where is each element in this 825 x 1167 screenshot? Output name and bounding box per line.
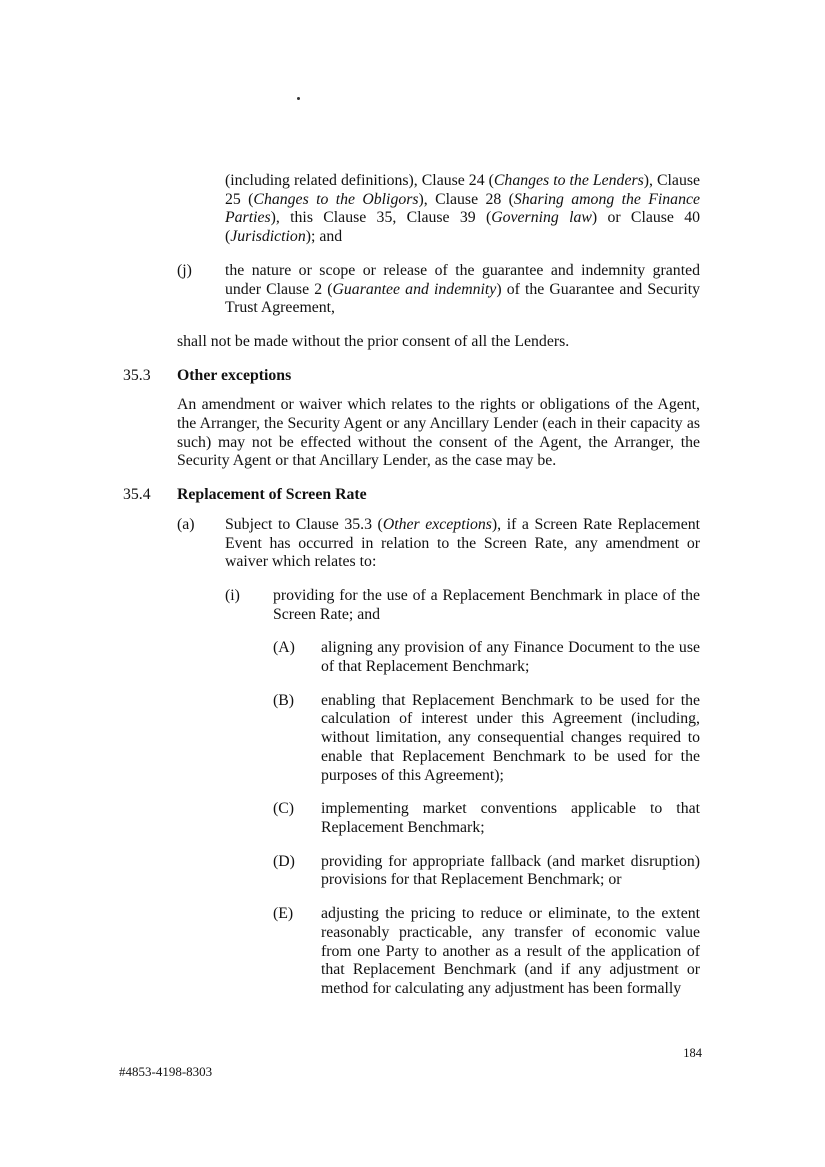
page-number: 184	[683, 1046, 702, 1060]
section-title-35-4: Replacement of Screen Rate	[177, 486, 367, 504]
list-marker-A: (A)	[273, 639, 295, 657]
list-item-i	[0, 587, 825, 624]
list-marker-j: (j)	[177, 261, 192, 279]
list-marker-E: (E)	[273, 905, 294, 923]
list-item-D	[0, 853, 825, 890]
list-marker-i: (i)	[225, 586, 240, 604]
closing-line: shall not be made without the prior consent of all the Lenders.	[177, 332, 570, 350]
list-marker-B: (B)	[273, 691, 295, 709]
list-item-a	[0, 516, 825, 572]
list-item-a-text: Subject to Clause 35.3 (Other exceptions), if a Screen Rate Replacement Event has occurred in relation to the Screen Rate, any amendment or waiver which relates to:	[225, 515, 700, 571]
section-title-35-3: Other exceptions	[177, 366, 292, 384]
list-item-B-text: enabling that Replacement Benchmark to be used for the calculation of interest under this Agreement (including, without limitation, any consequential changes required to enable that Replacement Benchmark to be used for the purposes of this Agreement);	[321, 691, 700, 784]
list-item-A-text: aligning any provision of any Finance Document to the use of that Replacement Benchmark;	[321, 639, 700, 676]
list-marker-D: (D)	[273, 852, 295, 870]
section-number-35-4: 35.4	[123, 486, 151, 504]
continuation-paragraph: (including related definitions), Clause 24 (Changes to the Lenders), Clause 25 (Changes to the Obligors), Clause 28 (Sharing among the Finance Parties), this Clause 35, Clause 39 (Governing law) or Clause 40 (Jurisdiction); and	[225, 172, 701, 246]
document-reference-number: #4853-4198-8303	[119, 1064, 213, 1079]
section-heading-35-3	[0, 367, 825, 386]
list-item-C	[0, 800, 825, 837]
list-item-C-text: implementing market conventions applicable to that Replacement Benchmark;	[321, 800, 700, 836]
list-marker-C: (C)	[273, 800, 295, 818]
list-item-i-text: providing for the use of a Replacement Benchmark in place of the Screen Rate; and	[273, 586, 700, 623]
list-item-A	[0, 639, 825, 676]
section-number-35-3: 35.3	[123, 366, 151, 384]
list-marker-a: (a)	[177, 515, 195, 533]
list-item-j	[0, 262, 825, 318]
document-body	[0, 172, 825, 1014]
section-35-3-body: An amendment or waiver which relates to the rights or obligations of the Agent, the Arranger, the Security Agent or any Ancillary Lender (each in their capacity as such) may not be effected without the consent of the Agent, the Arranger, the Security Agent or that Ancillary Lender, as the case may be.	[177, 396, 700, 470]
list-item-B	[0, 692, 825, 786]
stray-dot-artifact	[297, 97, 300, 100]
list-item-E-text: adjusting the pricing to reduce or eliminate, to the extent reasonably practicable, any transfer of economic value from one Party to another as a result of the application of that Replacement Benchmark (and if any adjustment or method for calculating any adjustment has been formally	[321, 905, 700, 997]
list-item-j-text: the nature or scope or release of the guarantee and indemnity granted under Clause 2 (Guarantee and indemnity) of the Guarantee and Security Trust Agreement,	[225, 261, 701, 317]
list-item-D-text: providing for appropriate fallback (and market disruption) provisions for that Replacement Benchmark; or	[321, 852, 700, 889]
section-heading-35-4	[0, 486, 825, 505]
list-item-E	[0, 905, 825, 999]
